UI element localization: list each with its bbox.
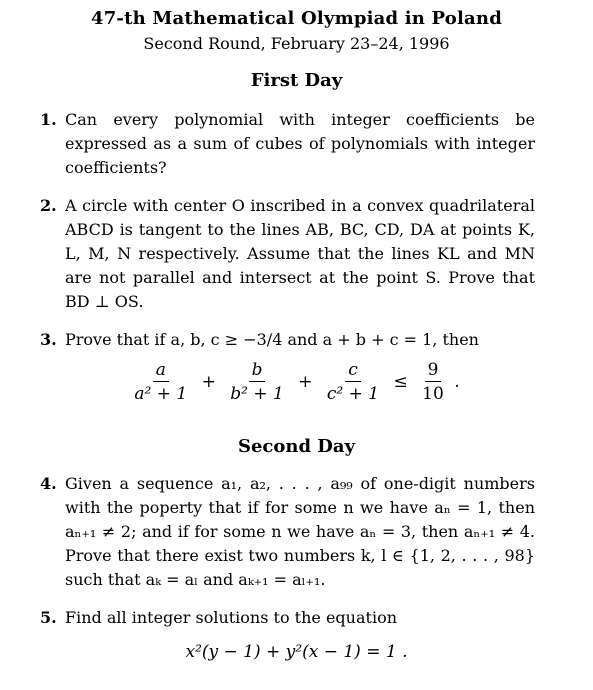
problem-text: Can every polynomial with integer coefficients be expressed as a sum of cubes of polynomials with integer coefficients?	[65, 110, 535, 177]
fraction-b: $\frac{b}{\text{b² + 1}}$	[230, 360, 284, 404]
problem-number: 5.	[40, 608, 57, 627]
second-day-heading: Second Day	[237, 436, 356, 457]
inequality-display: $\frac{a}{\text{a² + 1}}$ + $\frac{b}{\text{b² + 1}}$ + $\frac{c}{\text{c² + 1}}$ ≤ $\frac{9}{10}$ .	[0, 360, 593, 404]
problem-text: Prove that if a, b, c ≥ −3/4 and a + b + c = 1, then	[65, 330, 479, 349]
problem-2	[40, 194, 535, 314]
problem-number: 2.	[40, 196, 57, 215]
equation-display: x²(y − 1) + y²(x − 1) = 1 .	[185, 642, 408, 662]
problem-4	[40, 472, 535, 592]
fraction-c: $\frac{c}{\text{c² + 1}}$	[326, 360, 380, 404]
problem-text: Find all integer solutions to the equation	[65, 608, 397, 627]
first-day-heading: First Day	[250, 70, 343, 91]
fraction-a: $\frac{a}{\text{a² + 1}}$	[134, 360, 188, 404]
problem-number: 1.	[40, 110, 57, 129]
document-subtitle: Second Round, February 23–24, 1996	[143, 34, 450, 53]
problem-5	[40, 606, 535, 630]
problem-1	[40, 108, 535, 180]
problem-number: 4.	[40, 474, 57, 493]
fraction-nine-tenths: $\frac{9}{10}$	[422, 360, 444, 404]
problem-text: Given a sequence a₁, a₂, . . . , a₉₉ of one-digit numbers with the poperty that if for some n we have aₙ = 1, then aₙ₊₁ ≠ 2; and if for some n we have aₙ = 3, then aₙ₊₁ ≠ 4. Prove that there exist two numbers k, l ∈ {1, 2, . . . , 98} such that aₖ = aₗ and aₖ₊₁ = aₗ₊₁.	[65, 474, 535, 589]
problem-3	[40, 328, 535, 352]
document-title: 47-th Mathematical Olympiad in Poland	[90, 8, 502, 29]
problem-number: 3.	[40, 330, 57, 349]
problem-text: A circle with center O inscribed in a convex quadrilateral ABCD is tangent to the lines AB, BC, CD, DA at points K, L, M, N respectively. Assume that the lines KL and MN are not parallel and intersect at the point S. Prove that BD ⊥ OS.	[65, 196, 535, 311]
